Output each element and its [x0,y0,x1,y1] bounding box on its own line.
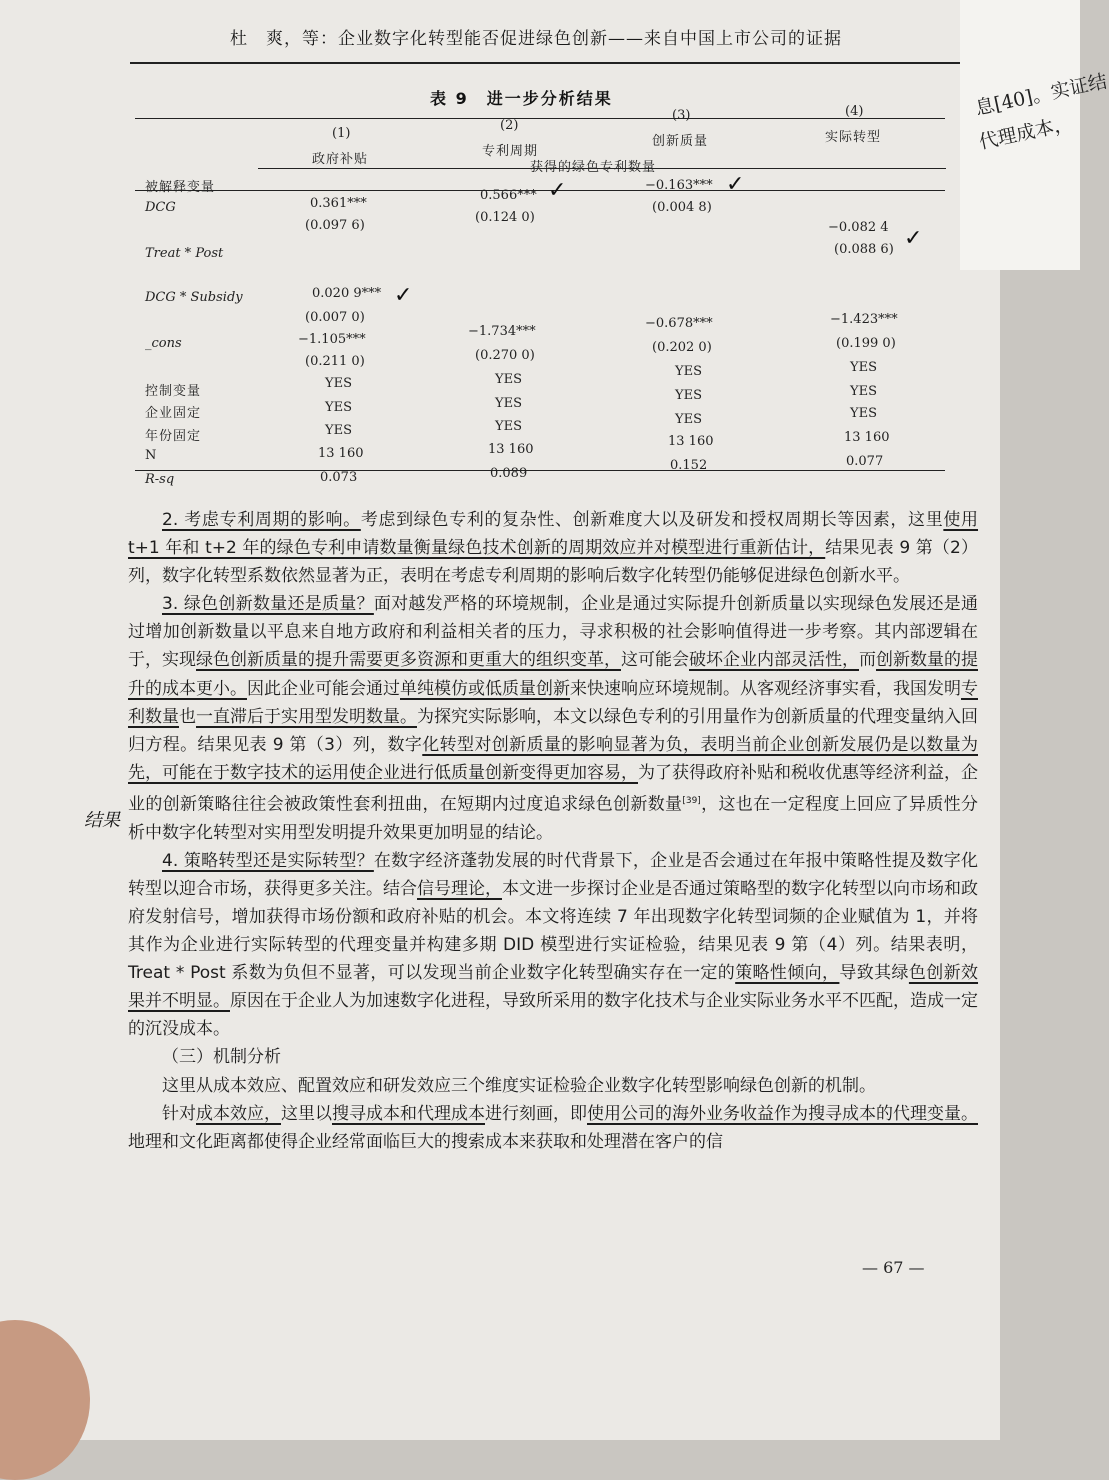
heading-strategic-transformation: 4. 策略转型还是实际转型？ [162,850,374,871]
body-text [128,506,978,1156]
row-label-treat-post: Treat * Post [145,246,224,261]
check-mark-dcg-subsidy: ✓ [394,283,413,308]
cell-rsq-c3: 0.152 [670,458,708,473]
dependent-variable: 获得的绿色专利数量 [530,160,657,175]
check-mark-treat-post: ✓ [904,226,923,251]
underlined-span: 专利数量 [128,678,978,727]
dependent-variable-label: 被解释变量 [145,180,216,195]
cell-rsq-c2: 0.089 [490,466,528,481]
cell-n-c2: 13 160 [488,442,534,457]
underlined-span: 化转型对创新质量的影响显著为负，表明当前企业创新发展仍是以数量为先，可能在于数字技术的运用使企业进行低质量创新变得更加容易， [128,734,978,783]
cell-year-fe-c4: YES [850,406,877,421]
cell-rsq-c4: 0.077 [846,454,884,469]
table-header-bottom-rule [135,190,945,191]
text-span: 这可能会 [621,650,689,671]
check-mark-dcg-c2: ✓ [548,178,567,203]
text-span: 因此企业可能会通过 [247,678,400,699]
cell-cons-c2: −1.734*** [468,324,536,339]
cell-firm-fe-c3: YES [675,388,702,403]
underlined-span: 创新数量的提升的成本更小。 [128,650,978,699]
cell-dcg-c1-se: (0.097 6) [305,218,365,233]
paragraph-quantity-quality [128,590,978,847]
text-span: 这里以 [281,1103,332,1124]
cell-dcg-c3: −0.163*** [645,178,713,193]
text-span: 针对 [162,1103,196,1124]
cell-year-fe-c1: YES [325,423,352,438]
cell-year-fe-c2: YES [495,419,522,434]
col-number-4: (4) [845,104,864,119]
col-name-2: 专利周期 [482,144,539,159]
cell-controls-c1: YES [325,376,352,391]
underlined-span: 单纯模仿或低质量创新 [400,678,570,699]
cell-treat-post-c4-se: (0.088 6) [834,242,894,257]
col-name-4: 实际转型 [825,130,882,145]
col-number-1: (1) [332,126,351,141]
table-title: 表 9 进一步分析结果 [430,89,613,108]
paragraph-patent-cycle [128,506,978,590]
paragraph-mechanism-intro: 这里从成本效应、配置效应和研发效应三个维度实证检验企业数字化转型影响绿色创新的机制。 [162,1075,876,1096]
page-number: — 67 — [862,1258,925,1277]
row-label-year-fe: 年份固定 [145,429,202,444]
cell-dcg-c2: 0.566*** [480,188,537,203]
cell-year-fe-c3: YES [675,412,702,427]
header-rule [130,62,985,64]
text-span: 导致其绿 [839,963,909,984]
row-label-cons: _cons [145,336,182,351]
text-span: 而 [859,650,876,671]
cell-cons-c2-se: (0.270 0) [475,348,535,363]
cell-controls-c3: YES [675,364,702,379]
cell-dcg-c3-se: (0.004 8) [652,200,712,215]
heading-quantity-quality: 3. 绿色创新数量还是质量？ [162,594,374,615]
text-span: 为了获得政府补贴和税收优惠等经济利益，企业的创新策略往往会被政策性套利扭曲，在短期内过度追求绿色创新数量 [128,762,978,815]
text-span: 也 [179,706,196,727]
underlined-span: 使用公司的海外业务收益作为搜寻成本的代理变量。 [587,1103,978,1124]
cell-firm-fe-c1: YES [325,400,352,415]
section-heading-mechanism: （三）机制分析 [162,1047,281,1068]
row-label-dcg: DCG [145,200,176,215]
citation: [39] [682,795,701,806]
text-span: 本文进一步探讨企业是否通过策略型的数字化转型以向市场和政府发射信号，增加获得市场份额和政府补贴的机会。本文将连续 7 年出现数字化转型词频的企业赋值为 1，并将其作为企业进行实际转型的代理变量并构建多期 DID 模型进行实证检验，结果见表 9 第（4）列。结果表明，Treat * Post 系数为负但不显著，可以发现当前企业数字化转型确实存在一定的 [128,878,978,984]
underlined-span: 破坏企业内部灵活性， [689,650,859,671]
running-head: 杜 爽，等：企业数字化转型能否促进绿色创新——来自中国上市公司的证据 [230,29,842,49]
col-name-1: 政府补贴 [312,152,369,167]
row-label-controls: 控制变量 [145,384,202,399]
paragraph-cost-effect [128,1100,978,1156]
text-span: ，这也在一定程度上回应了异质性分析中数字化转型对实用型发明提升效果更加明显的结论。 [128,794,978,843]
adjacent-page-line-1: 息[40]。实证结 [973,70,1109,120]
text-span: 为探究实际影响，本文以绿色专利的引用量作为创新质量的代理变量纳入回归方程。结果见表 9 第（3）列，数字 [128,706,978,755]
check-mark-dcg-c3: ✓ [726,172,745,197]
handwritten-note: 结果 [84,810,120,831]
text-span: 考虑到绿色专利的复杂性、创新难度大以及研发和授权周期长等因素，这里 [360,510,944,530]
underlined-span: 搜寻成本和代理成本 [332,1103,485,1124]
cell-n-c4: 13 160 [844,430,890,445]
cell-firm-fe-c2: YES [495,396,522,411]
cell-dcg-c1: 0.361*** [310,196,367,211]
row-label-dcg-subsidy: DCG * Subsidy [145,290,243,305]
paragraph-strategic-transformation [128,847,978,1044]
underlined-span: 色创新效果并不明显。 [128,963,979,1012]
cell-cons-c4-se: (0.199 0) [836,336,896,351]
cell-treat-post-c4: −0.082 4 [828,220,889,235]
text-span: 进行刻画，即 [485,1103,587,1124]
text-span: 原因在于企业人为加速数字化进程，导致所采用的数字化技术与企业实际业务水平不匹配，造成一定的沉没成本。 [128,991,978,1040]
table-top-rule [135,118,945,119]
cell-controls-c2: YES [495,372,522,387]
cell-dcg-c2-se: (0.124 0) [475,210,535,225]
col-number-2: (2) [500,118,519,133]
cell-dcg-subsidy-c1: 0.020 9*** [312,286,382,301]
underlined-span: 绿色创新质量的提升需要更多资源和更重大的组织变革， [196,650,621,671]
text-span: 在数字经济蓬勃发展的时代背景下，企业是否会通过在年报中策略性提及数字化转型以迎合市场，获得更多关注。结合 [128,850,979,899]
cell-dcg-subsidy-c1-se: (0.007 0) [305,310,365,325]
underlined-span: 策略性倾向， [735,963,840,984]
cell-n-c1: 13 160 [318,446,364,461]
adjacent-page-line-2: 代理成本， [977,112,1075,154]
underlined-span: 成本效应， [196,1103,281,1124]
row-label-firm-fe: 企业固定 [145,406,202,421]
cell-controls-c4: YES [850,360,877,375]
cell-cons-c1-se: (0.211 0) [305,354,365,369]
text-span: 地理和文化距离都使得企业经常面临巨大的搜索成本来获取和处理潜在客户的信 [128,1131,723,1152]
underlined-span: 一直滞后于实用型发明数量。 [196,706,417,727]
text-span: 来快速响应环境规制。从客观经济事实看，我国发明 [570,678,961,699]
text-span: 结果见表 9 第（2）列，数字化转型系数依然显著为正，表明在考虑专利周期的影响后数字化转型仍能够促进绿色创新水平。 [128,538,978,587]
row-label-rsq: R-sq [145,472,175,487]
underlined-span: 使用 t+1 年和 t+2 年的绿色专利申请数量衡量绿色技术创新的周期效应并对模型进行重新估计， [128,510,979,559]
col-name-3: 创新质量 [652,134,709,149]
cell-firm-fe-c4: YES [850,384,877,399]
table-bottom-rule [135,470,945,471]
text-span: 面对越发严格的环境规制，企业是通过实际提升创新质量以实现绿色发展还是通过增加创新数量以平息来自地方政府和利益相关者的压力，寻求积极的社会影响值得进一步考察。其内部逻辑在于，实现 [128,594,979,671]
row-label-n: N [145,448,157,463]
cell-rsq-c1: 0.073 [320,470,358,485]
cell-cons-c1: −1.105*** [298,332,366,347]
col-number-3: (3) [672,108,691,123]
cell-n-c3: 13 160 [668,434,714,449]
adjacent-page [960,0,1109,270]
cell-cons-c3: −0.678*** [645,316,713,331]
heading-patent-cycle: 2. 考虑专利周期的影响。 [162,510,361,530]
cell-cons-c4: −1.423*** [830,312,898,327]
cell-cons-c3-se: (0.202 0) [652,340,712,355]
underlined-span: 信号理论， [417,878,502,899]
